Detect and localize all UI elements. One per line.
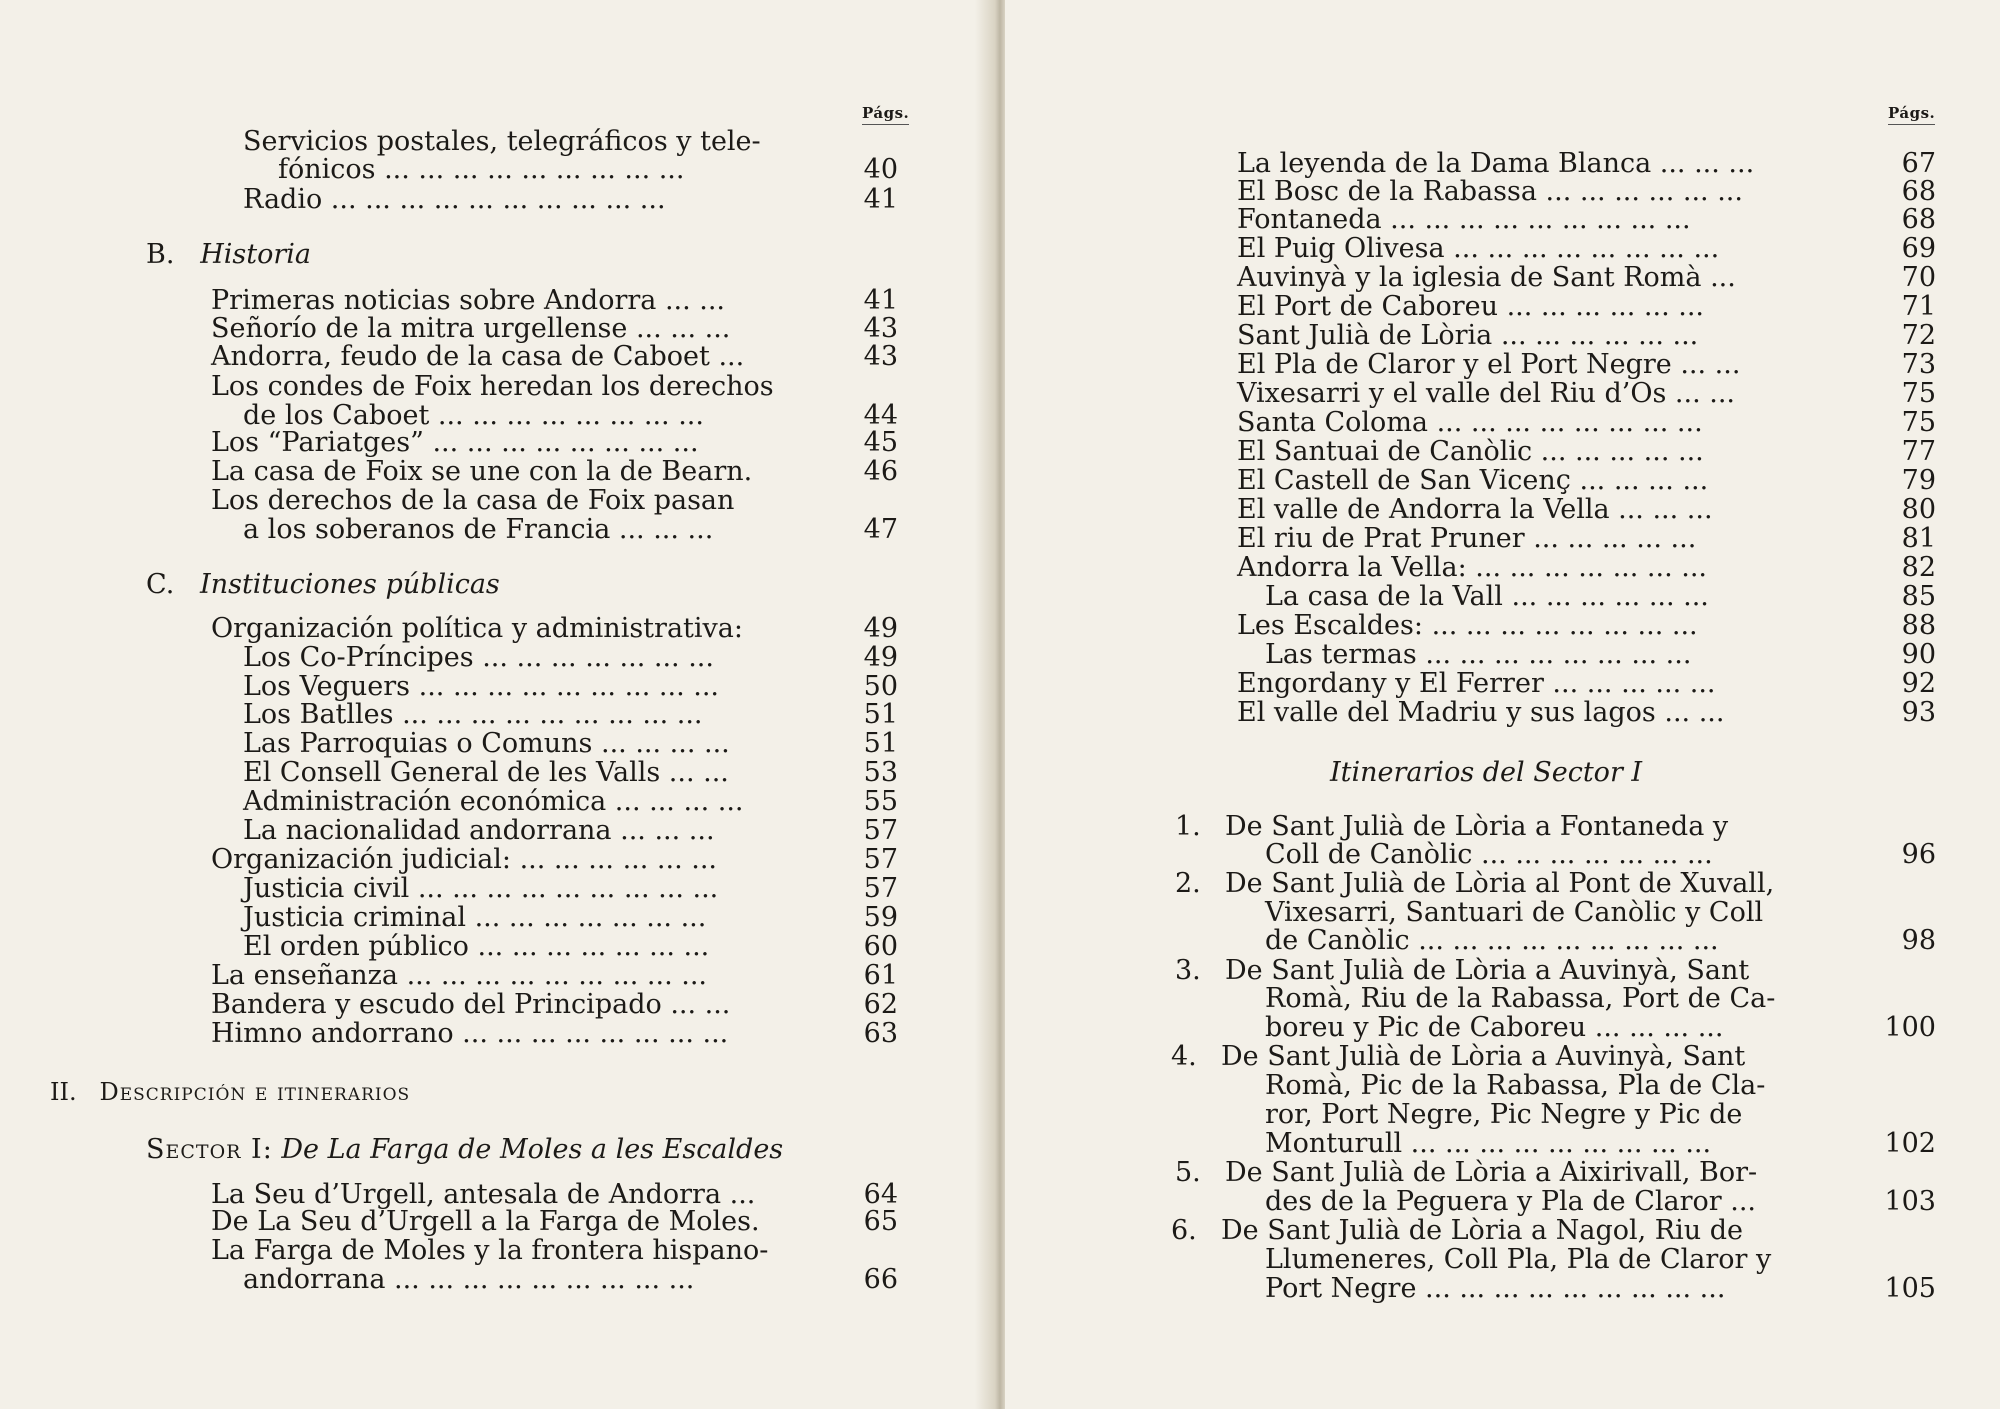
toc-entry-it3-a: De Sant Julià de Lòria a Auvinyà, Sant: [1225, 955, 1750, 986]
page-number: 68: [1901, 204, 1936, 235]
toc-entry-it6-b: Llumeneres, Coll Pla, Pla de Claror y: [1265, 1244, 1772, 1275]
toc-entry-orden: El orden público ... ... ... ... ... ... ...: [243, 931, 710, 962]
toc-entry-radio: Radio ... ... ... ... ... ... ... ... ... ...: [243, 184, 666, 215]
page-number: 44: [863, 400, 898, 431]
page-number: 51: [863, 728, 898, 759]
toc-entry-it3-c: boreu y Pic de Caboreu ... ... ... ...: [1265, 1012, 1724, 1043]
page-number: 67: [1901, 148, 1936, 179]
page-number: 103: [1884, 1186, 1936, 1217]
toc-entry-judicial: Organización judicial: ... ... ... ... ... ...: [211, 844, 717, 875]
toc-entry-organizacion: Organización política y administrativa:: [211, 613, 743, 644]
section-title: Historia: [200, 239, 311, 270]
page-number: 77: [1901, 436, 1936, 467]
page-number: 57: [863, 815, 898, 846]
toc-entry-termas: Las termas ... ... ... ... ... ... ... ...: [1265, 639, 1692, 670]
toc-entry-it5-a: De Sant Julià de Lòria a Aixirivall, Bor-: [1225, 1157, 1758, 1188]
page-number: 81: [1901, 523, 1936, 554]
toc-item-number: 2.: [1175, 868, 1201, 899]
toc-entry-civil: Justicia civil ... ... ... ... ... ... ... ... ...: [243, 873, 719, 904]
page-number: 53: [863, 757, 898, 788]
toc-item-number: 3.: [1175, 955, 1201, 986]
page-number: 75: [1901, 378, 1936, 409]
toc-entry-condes-2: de los Caboet ... ... ... ... ... ... ... ...: [243, 400, 704, 431]
toc-entry-it2-b: Vixesarri, Santuari de Canòlic y Coll: [1265, 897, 1764, 928]
toc-entry-condes-1: Los condes de Foix heredan los derechos: [211, 371, 774, 402]
toc-entry-primeras: Primeras noticias sobre Andorra ... ...: [211, 285, 726, 316]
page-number: 98: [1901, 925, 1936, 956]
toc-entry-bandera: Bandera y escudo del Principado ... ...: [211, 989, 731, 1020]
left-page: [0, 0, 995, 1409]
page-number: 82: [1901, 552, 1936, 583]
toc-entry-olivesa: El Puig Olivesa ... ... ... ... ... ... ... ...: [1237, 233, 1720, 264]
pags-label: Págs.: [1888, 104, 1935, 125]
toc-entry-casa-vall: La casa de la Vall ... ... ... ... ... ...: [1265, 581, 1709, 612]
toc-entry-feudo: Andorra, feudo de la casa de Caboet ...: [211, 341, 745, 372]
page-number: 69: [1901, 233, 1936, 264]
sector-title: De La Farga de Moles a les Escaldes: [281, 1134, 784, 1165]
section-heading-instituciones: [146, 570, 500, 599]
toc-entry-coloma: Santa Coloma ... ... ... ... ... ... ... ...: [1237, 407, 1703, 438]
toc-entry-pariatges: Los “Pariatges” ... ... ... ... ... ... ... ...: [211, 427, 699, 458]
page-number: 72: [1901, 320, 1936, 351]
chapter-heading-descripcion: [50, 1078, 410, 1107]
toc-entry-coprincipes: Los Co-Príncipes ... ... ... ... ... ... ...: [243, 642, 714, 673]
page-number: 96: [1901, 839, 1936, 870]
page-number: 49: [863, 642, 898, 673]
page-number: 51: [863, 699, 898, 730]
page-number: 80: [1901, 494, 1936, 525]
toc-entry-senorio: Señorío de la mitra urgellense ... ... ...: [211, 313, 731, 344]
chapter-title: Descripción e itinerarios: [99, 1078, 411, 1106]
page-number: 64: [863, 1179, 898, 1210]
page-number: 41: [863, 184, 898, 215]
toc-entry-servicios-1: Servicios postales, telegráficos y tele-: [243, 126, 761, 157]
toc-entry-seu: La Seu d’Urgell, antesala de Andorra ...: [211, 1179, 756, 1210]
right-page: [1005, 0, 2000, 1409]
toc-entry-vixesarri: Vixesarri y el valle del Riu d’Os ... ...: [1237, 378, 1735, 409]
toc-entry-derechos-1: Los derechos de la casa de Foix pasan: [211, 485, 735, 516]
toc-item-number: 4.: [1171, 1041, 1197, 1072]
toc-entry-engordany: Engordany y El Ferrer ... ... ... ... ...: [1237, 668, 1716, 699]
toc-entry-caboreu: El Port de Caboreu ... ... ... ... ... ...: [1237, 291, 1704, 322]
page-number: 45: [863, 427, 898, 458]
toc-entry-pruner: El riu de Prat Pruner ... ... ... ... ...: [1237, 523, 1697, 554]
toc-entry-veguers: Los Veguers ... ... ... ... ... ... ... ... ...: [243, 671, 720, 702]
page-number: 65: [863, 1206, 898, 1237]
toc-entry-bosc: El Bosc de la Rabassa ... ... ... ... ... ...: [1237, 176, 1743, 207]
toc-entry-servicios-2: fónicos ... ... ... ... ... ... ... ... ...: [278, 154, 685, 185]
page-number: 59: [863, 902, 898, 933]
toc-entry-it6-a: De Sant Julià de Lòria a Nagol, Riu de: [1221, 1215, 1743, 1246]
toc-entry-it5-b: des de la Peguera y Pla de Claror ...: [1265, 1186, 1756, 1217]
toc-entry-administracion: Administración económica ... ... ... ...: [243, 786, 744, 817]
page-number: 88: [1901, 610, 1936, 641]
section-letter: C.: [146, 569, 175, 600]
section-letter: B.: [146, 239, 175, 270]
toc-item-number: 5.: [1175, 1157, 1201, 1188]
pags-label: Págs.: [862, 104, 909, 125]
page-number: 92: [1901, 668, 1936, 699]
page-number: 100: [1884, 1012, 1936, 1043]
page-number: 73: [1901, 349, 1936, 380]
page-number: 41: [863, 285, 898, 316]
toc-entry-it2-c: de Canòlic ... ... ... ... ... ... ... ... ...: [1265, 925, 1719, 956]
toc-entry-it4-c: ror, Port Negre, Pic Negre y Pic de: [1265, 1099, 1743, 1130]
toc-entry-auvinya: Auvinyà y la iglesia de Sant Romà ...: [1237, 262, 1736, 293]
toc-entry-escaldes: Les Escaldes: ... ... ... ... ... ... ... ...: [1237, 610, 1698, 641]
page-number: 61: [863, 960, 898, 991]
toc-entry-derechos-2: a los soberanos de Francia ... ... ...: [243, 514, 714, 545]
toc-entry-it4-b: Romà, Pic de la Rabassa, Pla de Cla-: [1265, 1070, 1766, 1101]
page-number: 62: [863, 989, 898, 1020]
toc-entry-nacionalidad: La nacionalidad andorrana ... ... ...: [243, 815, 715, 846]
toc-entry-sant-julia: Sant Julià de Lòria ... ... ... ... ... ...: [1237, 320, 1699, 351]
page-number: 55: [863, 786, 898, 817]
page-number: 47: [863, 514, 898, 545]
page-number: 90: [1901, 639, 1936, 670]
page-number: 79: [1901, 465, 1936, 496]
page-number: 57: [863, 873, 898, 904]
toc-entry-batlles: Los Batlles ... ... ... ... ... ... ... ... ...: [243, 699, 703, 730]
toc-entry-vicenc: El Castell de San Vicenç ... ... ... ...: [1237, 465, 1709, 496]
page-number: 93: [1901, 697, 1936, 728]
toc-entry-canolic: El Santuai de Canòlic ... ... ... ... ...: [1237, 436, 1704, 467]
toc-entry-farga-1: La Farga de Moles y la frontera hispano-: [211, 1235, 769, 1266]
toc-item-number: 6.: [1171, 1215, 1197, 1246]
toc-entry-it4-a: De Sant Julià de Lòria a Auvinyà, Sant: [1221, 1041, 1746, 1072]
toc-entry-it4-d: Monturull ... ... ... ... ... ... ... ... ...: [1265, 1128, 1712, 1159]
toc-entry-it1-b: Coll de Canòlic ... ... ... ... ... ... ...: [1265, 839, 1713, 870]
toc-entry-ensenanza: La enseñanza ... ... ... ... ... ... ... ... ...: [211, 960, 707, 991]
page-number: 49: [863, 613, 898, 644]
page-number: 75: [1901, 407, 1936, 438]
toc-entry-seu-farga: De La Seu d’Urgell a la Farga de Moles.: [211, 1206, 760, 1237]
page-number: 60: [863, 931, 898, 962]
page-number: 70: [1901, 262, 1936, 293]
page-number: 50: [863, 671, 898, 702]
chapter-number: II.: [50, 1078, 77, 1106]
page-number: 43: [863, 313, 898, 344]
toc-entry-andorra-vella: Andorra la Vella: ... ... ... ... ... ... ...: [1237, 552, 1708, 583]
toc-entry-consell: El Consell General de les Valls ... ...: [243, 757, 729, 788]
sector-heading: [146, 1135, 783, 1164]
toc-entry-it3-b: Romà, Riu de la Rabassa, Port de Ca-: [1265, 983, 1776, 1014]
toc-entry-it2-a: De Sant Julià de Lòria al Pont de Xuvall,: [1225, 868, 1775, 899]
toc-entry-parroquias: Las Parroquias o Comuns ... ... ... ...: [243, 728, 730, 759]
toc-entry-fontaneda: Fontaneda ... ... ... ... ... ... ... ... ...: [1237, 204, 1691, 235]
toc-item-number: 1.: [1175, 811, 1201, 842]
toc-entry-criminal: Justicia criminal ... ... ... ... ... ... ...: [243, 902, 707, 933]
page-number: 71: [1901, 291, 1936, 322]
toc-entry-valle-andorra: El valle de Andorra la Vella ... ... ...: [1237, 494, 1713, 525]
toc-entry-himno: Himno andorrano ... ... ... ... ... ... ... ...: [211, 1018, 729, 1049]
page-number: 43: [863, 341, 898, 372]
toc-entry-it6-c: Port Negre ... ... ... ... ... ... ... ... ...: [1265, 1273, 1726, 1304]
sector-label: Sector I:: [146, 1134, 273, 1165]
toc-entry-claror: El Pla de Claror y el Port Negre ... ...: [1237, 349, 1741, 380]
page-number: 57: [863, 844, 898, 875]
section-title: Instituciones públicas: [200, 569, 500, 600]
toc-entry-farga-2: andorrana ... ... ... ... ... ... ... ... ...: [243, 1264, 695, 1295]
page-number: 40: [863, 154, 898, 185]
section-heading-historia: [146, 240, 311, 269]
itinerarios-heading: Itinerarios del Sector I: [1330, 757, 1643, 788]
toc-entry-dama: La leyenda de la Dama Blanca ... ... ...: [1237, 148, 1755, 179]
page-number: 68: [1901, 176, 1936, 207]
toc-entry-it1-a: De Sant Julià de Lòria a Fontaneda y: [1225, 811, 1729, 842]
page-number: 85: [1901, 581, 1936, 612]
page-number: 66: [863, 1264, 898, 1295]
page-number: 105: [1884, 1273, 1936, 1304]
page-number: 46: [863, 456, 898, 487]
page-number: 63: [863, 1018, 898, 1049]
toc-entry-madriu: El valle del Madriu y sus lagos ... ...: [1237, 697, 1725, 728]
page-number: 102: [1884, 1128, 1936, 1159]
toc-entry-bearn: La casa de Foix se une con la de Bearn.: [211, 456, 753, 487]
